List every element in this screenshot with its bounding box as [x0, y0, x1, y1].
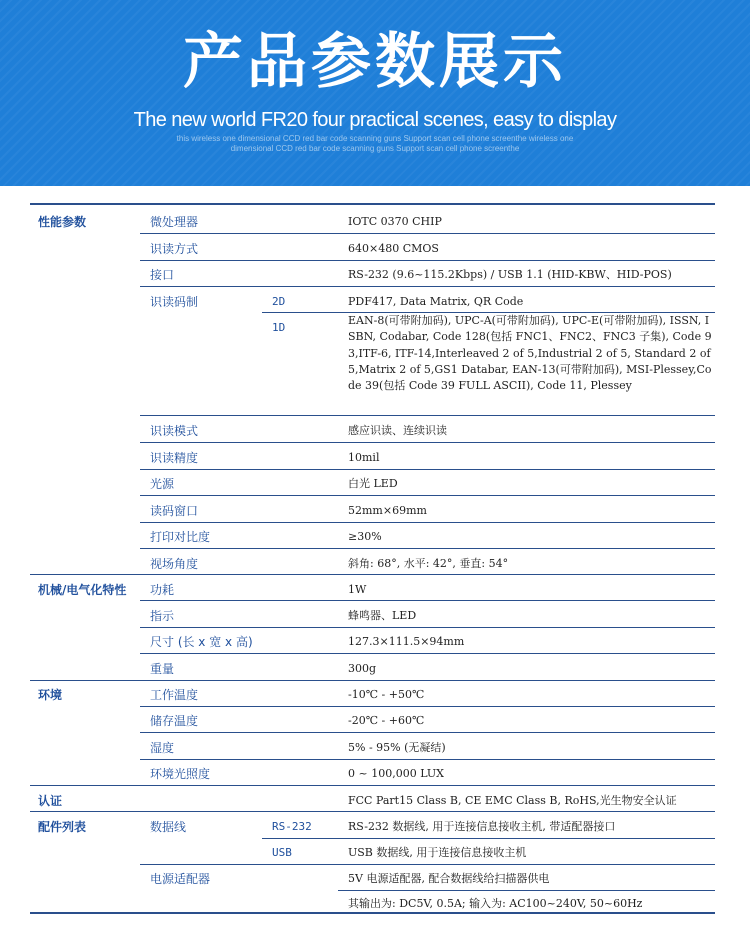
label-window: 读码窗口 — [150, 504, 199, 518]
value-ambient-light: 0 ~ 100,000 LUX — [348, 767, 444, 780]
sub-usb: USB — [272, 846, 292, 859]
label-power: 功耗 — [150, 583, 175, 597]
section-certification: 认证 — [38, 794, 63, 808]
label-light: 光源 — [150, 477, 175, 491]
value-adapter-io: 其输出为: DC5V, 0.5A; 输入为: AC100~240V, 50~60Hz — [348, 897, 643, 910]
value-1d: EAN-8(可带附加码), UPC-A(可带附加码), UPC-E(可带附加码), ISSN, ISBN, Codabar, Code 128(包括 FNC1、FNC2、FNC3 子集), Code 93,ITF-6, ITF-14,Interleaved 2 of 5,Industrial 2 of 5, Standard 2 of 5,Matrix 2 of 5,GS1 Databar, EAN-13(可带附加码), MSI-Plessey,Code 39(包括 Code 39 FULL ASCII), Code 11, Plessey — [348, 314, 712, 393]
value-read-method: 640×480 CMOS — [348, 242, 439, 255]
section-accessories: 配件列表 — [38, 820, 87, 834]
label-precision: 识读精度 — [150, 451, 199, 465]
row-divider — [140, 415, 715, 416]
label-contrast: 打印对比度 — [150, 530, 211, 544]
label-read-method: 识读方式 — [150, 242, 199, 256]
row-divider — [140, 442, 715, 443]
section-divider — [30, 785, 715, 786]
value-light: 白光 LED — [348, 477, 398, 490]
section-environment: 环境 — [38, 688, 63, 702]
value-window: 52mm×69mm — [348, 504, 427, 517]
label-read-mode: 识读模式 — [150, 424, 199, 438]
section-divider — [30, 811, 715, 812]
section-performance: 性能参数 — [38, 215, 87, 229]
label-op-temp: 工作温度 — [150, 688, 199, 702]
sub-1d: 1D — [272, 321, 286, 334]
value-interface: RS-232 (9.6~115.2Kbps) / USB 1.1 (HID-KBW、HID-POS) — [348, 268, 672, 281]
label-symbology: 识读码制 — [150, 295, 199, 309]
row-divider — [338, 890, 715, 891]
value-indicator: 蜂鸣器、LED — [348, 609, 417, 622]
value-weight: 300g — [348, 662, 377, 675]
value-usb: USB 数据线, 用于连接信息接收主机 — [348, 846, 527, 859]
label-size: 尺寸 (长 x 宽 x 高) — [150, 635, 253, 649]
row-divider — [140, 260, 715, 261]
label-interface: 接口 — [150, 268, 175, 282]
row-divider — [140, 627, 715, 628]
sub-rs232: RS-232 — [272, 820, 312, 833]
value-storage-temp: -20℃ - +60℃ — [348, 714, 425, 727]
label-adapter: 电源适配器 — [150, 872, 211, 886]
label-weight: 重量 — [150, 662, 175, 676]
value-rs232: RS-232 数据线, 用于连接信息接收主机, 带适配器接口 — [348, 820, 616, 833]
sub-2d: 2D — [272, 295, 286, 308]
label-field-angle: 视场角度 — [150, 557, 199, 571]
section-divider — [30, 574, 715, 575]
banner-tagline: this wireless one dimensional CCD red bar code scanning guns Support scan cell phone screenthe wireless one dimensional CCD red bar code scanning guns Support scan cell phone screenthe — [176, 134, 574, 153]
value-certification: FCC Part15 Class B, CE EMC Class B, RoHS,光生物安全认证 — [348, 794, 677, 807]
label-processor: 微处理器 — [150, 215, 199, 229]
label-indicator: 指示 — [150, 609, 175, 623]
value-field-angle: 斜角: 68°, 水平: 42°, 垂直: 54° — [348, 557, 509, 570]
value-op-temp: -10℃ - +50℃ — [348, 688, 425, 701]
label-storage-temp: 储存温度 — [150, 714, 199, 728]
value-adapter: 5V 电源适配器, 配合数据线给扫描器供电 — [348, 872, 550, 885]
row-divider — [140, 600, 715, 601]
row-divider — [140, 653, 715, 654]
row-divider — [140, 732, 715, 733]
page-subtitle: The new world FR20 four practical scenes, easy to display — [133, 109, 617, 131]
value-contrast: ≥30% — [348, 530, 382, 543]
section-mechanical: 机械/电气化特性 — [38, 583, 127, 597]
row-divider — [262, 838, 715, 839]
value-precision: 10mil — [348, 451, 380, 464]
label-ambient-light: 环境光照度 — [150, 767, 211, 781]
table-top-rule — [30, 203, 715, 205]
label-data-cable: 数据线 — [150, 820, 187, 834]
row-divider — [140, 759, 715, 760]
row-divider — [140, 495, 715, 496]
page-title: 产品参数展示 — [183, 27, 567, 97]
label-humidity: 湿度 — [150, 741, 175, 755]
table-bottom-rule — [30, 912, 715, 914]
header-banner — [0, 0, 750, 186]
value-size: 127.3×111.5×94mm — [348, 635, 465, 648]
value-humidity: 5% - 95% (无凝结) — [348, 741, 446, 754]
row-divider — [140, 469, 715, 470]
section-divider — [30, 680, 715, 681]
value-power: 1W — [348, 583, 367, 596]
row-divider — [140, 548, 715, 549]
value-2d: PDF417, Data Matrix, QR Code — [348, 295, 524, 308]
row-divider — [140, 286, 715, 287]
row-divider — [140, 522, 715, 523]
row-divider — [140, 233, 715, 234]
value-read-mode: 感应识读、连续识读 — [348, 424, 447, 437]
row-divider — [140, 864, 715, 865]
value-processor: IOTC 0370 CHIP — [348, 215, 442, 228]
row-divider — [140, 706, 715, 707]
